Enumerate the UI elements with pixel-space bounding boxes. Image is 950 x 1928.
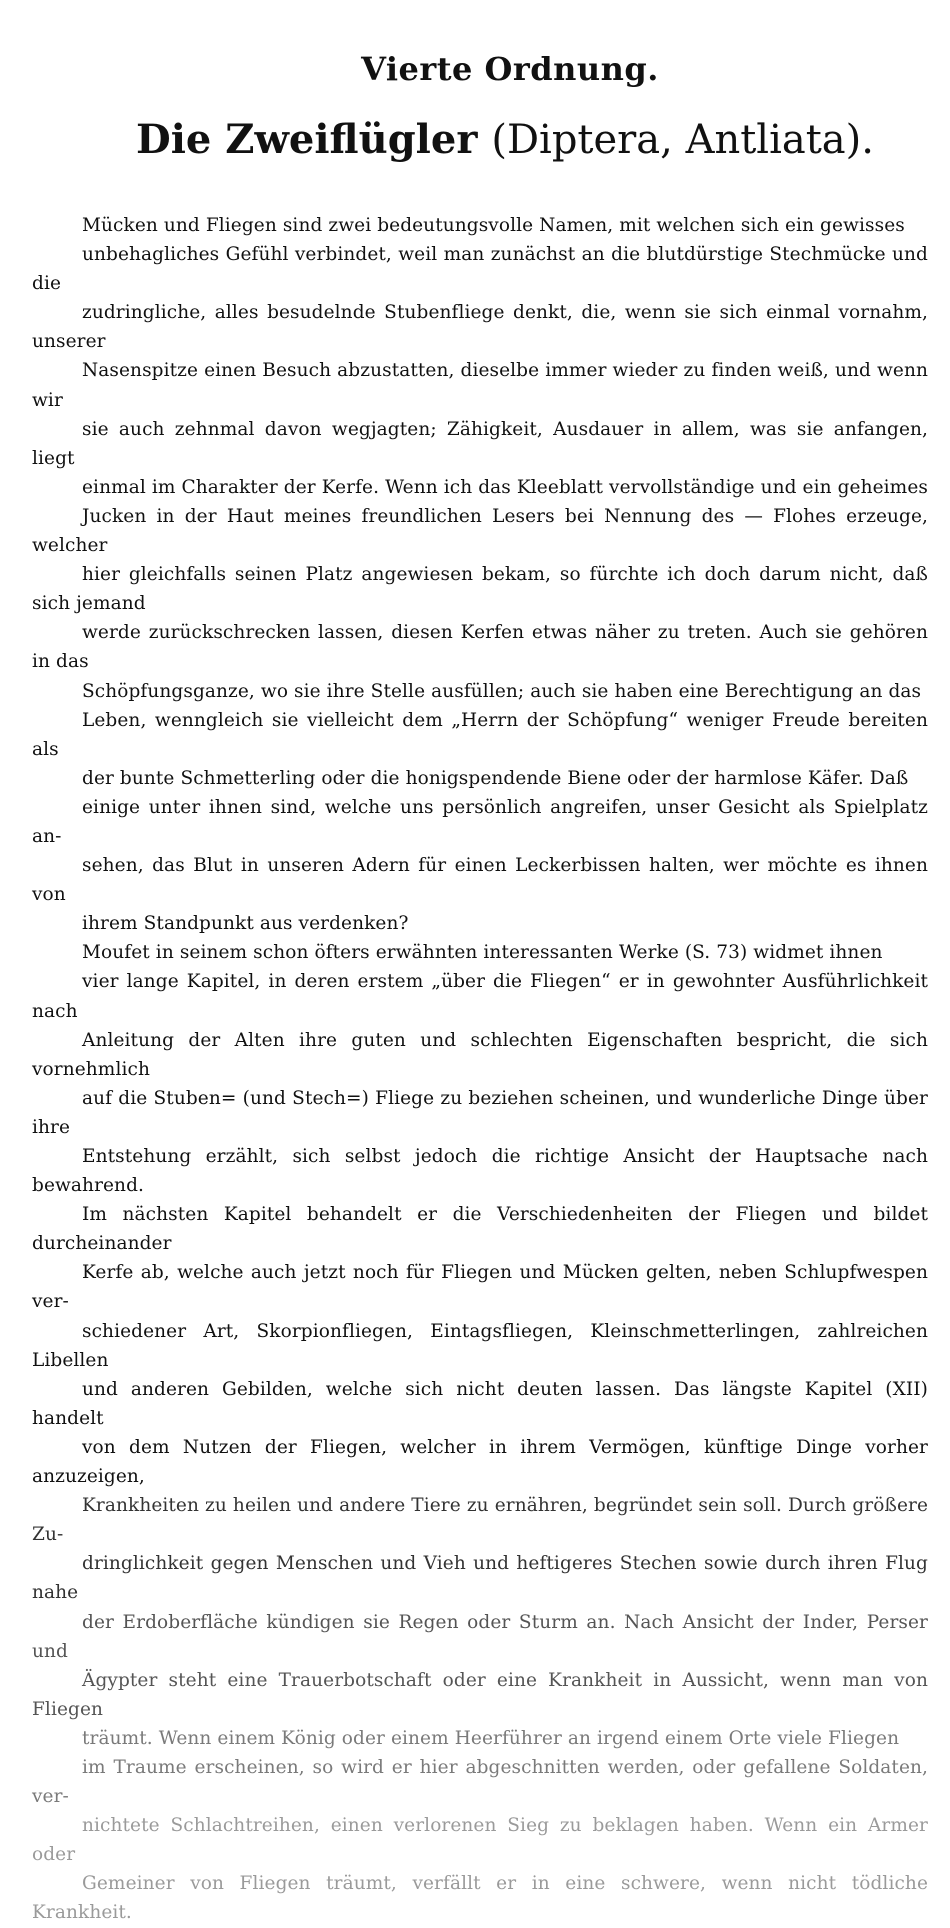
text-line: der Erdoberfläche kündigen sie Regen oder Sturm an. Nach Ansicht der Inder, Perser und xyxy=(32,1611,928,1662)
text-line: Anleitung der Alten ihre guten und schlechten Eigenschaften bespricht, die sich vornehmlich xyxy=(32,1029,928,1080)
text-line: einmal im Charakter der Kerfe. Wenn ich das Kleeblatt vervollständige und ein geheimes xyxy=(82,476,928,498)
text-line: von dem Nutzen der Fliegen, welcher in ihrem Vermögen, künftige Dinge vorher anzuzeigen, xyxy=(32,1436,928,1488)
section-title xyxy=(32,116,928,163)
text-line: nichtete Schlachtreihen, einen verlorenen Sieg zu beklagen haben. Wenn ein Armer oder xyxy=(32,1815,928,1866)
text-line: Entstehung erzählt, sich selbst jedoch die richtige Ansicht der Hauptsache nach bewahrend. xyxy=(32,1146,928,1197)
order-heading: Vierte Ordnung. xyxy=(361,50,659,88)
text-line: der bunte Schmetterling oder die honigspendende Biene oder der harmlose Käfer. Daß xyxy=(82,767,909,789)
text-line: hier gleichfalls seinen Platz angewiesen bekam, so fürchte ich doch darum nicht, daß sich jemand xyxy=(32,564,928,615)
text-line: einige unter ihnen sind, welche uns persönlich angreifen, unser Gesicht als Spielplatz an- xyxy=(32,796,928,847)
section-title-german: Die Zweiflügler xyxy=(136,116,478,163)
text-line: Kerfe ab, welche auch jetzt noch für Fliegen und Mücken gelten, neben Schlupfwespen ver- xyxy=(32,1262,928,1313)
text-line: vier lange Kapitel, in deren erstem „über die Fliegen“ er in gewohnter Ausführlichkeit nach xyxy=(32,971,928,1022)
text-line: unbehagliches Gefühl verbindet, weil man zunächst an die blutdürstige Stechmücke und die xyxy=(32,244,928,295)
text-line: werde zurückschrecken lassen, diesen Kerfen etwas näher zu treten. Auch sie gehören in das xyxy=(32,622,928,673)
text-line: Nasenspitze einen Besuch abzustatten, dieselbe immer wieder zu finden weiß, und wenn wir xyxy=(32,360,928,411)
text-line: Jucken in der Haut meines freundlichen Lesers bei Nennung des — Flohes erzeuge, welcher xyxy=(32,505,928,557)
text-line: Leben, wenngleich sie vielleicht dem „Herrn der Schöpfung“ weniger Freude bereiten als xyxy=(32,709,928,760)
text-line: zudringliche, alles besudelnde Stubenfliege denkt, die, wenn sie sich einmal vornahm, unserer xyxy=(32,302,928,353)
text-line: Moufet in seinem schon öfters erwähnten interessanten Werke (S. 73) widmet ihnen xyxy=(82,942,883,964)
paragraph-2 xyxy=(32,938,928,1927)
text-line: sehen, das Blut in unseren Adern für einen Leckerbissen halten, wer möchte es ihnen von xyxy=(32,855,928,906)
paragraph-1 xyxy=(32,211,928,938)
text-line: sie auch zehnmal davon wegjagten; Zähigkeit, Ausdauer in allem, was sie anfangen, liegt xyxy=(32,418,928,469)
text-line: ihrem Standpunkt aus verdenken? xyxy=(82,913,409,935)
text-line: Mücken und Fliegen sind zwei bedeutungsvolle Namen, mit welchen sich ein gewisses xyxy=(82,215,905,236)
text-line: Gemeiner von Fliegen träumt, verfällt er in eine schwere, wenn nicht tödliche Krankheit. xyxy=(32,1873,928,1924)
text-line: und anderen Gebilden, welche sich nicht deuten lassen. Das längste Kapitel (XII) handelt xyxy=(32,1378,928,1429)
text-line: im Traume erscheinen, so wird er hier abgeschnitten werden, oder gefallene Soldaten, ver- xyxy=(32,1756,928,1808)
text-line: Ägypter steht eine Trauerbotschaft oder eine Krankheit in Aussicht, wenn man von Fliegen xyxy=(32,1669,928,1720)
text-line: träumt. Wenn einem König oder einem Heerführer an irgend einem Orte viele Fliegen xyxy=(82,1727,900,1749)
text-line: Im nächsten Kapitel behandelt er die Verschiedenheiten der Fliegen und bildet durcheinander xyxy=(32,1204,928,1255)
text-line: schiedener Art, Skorpionfliegen, Eintagsfliegen, Kleinschmetterlingen, zahlreichen Libellen xyxy=(32,1320,928,1371)
body-text xyxy=(32,211,928,1928)
section-title-latin: (Diptera, Antliata). xyxy=(491,117,874,163)
text-line: dringlichkeit gegen Menschen und Vieh und heftigeres Stechen sowie durch ihren Flug nahe xyxy=(32,1553,928,1604)
text-line: Krankheiten zu heilen und andere Tiere zu ernähren, begründet sein soll. Durch größere Zu- xyxy=(32,1495,928,1546)
text-line: Schöpfungsganze, wo sie ihre Stelle ausfüllen; auch sie haben eine Berechtigung an das xyxy=(82,680,922,702)
text-line: auf die Stuben= (und Stech=) Fliege zu beziehen scheinen, und wunderliche Dinge über ihre xyxy=(32,1087,928,1138)
